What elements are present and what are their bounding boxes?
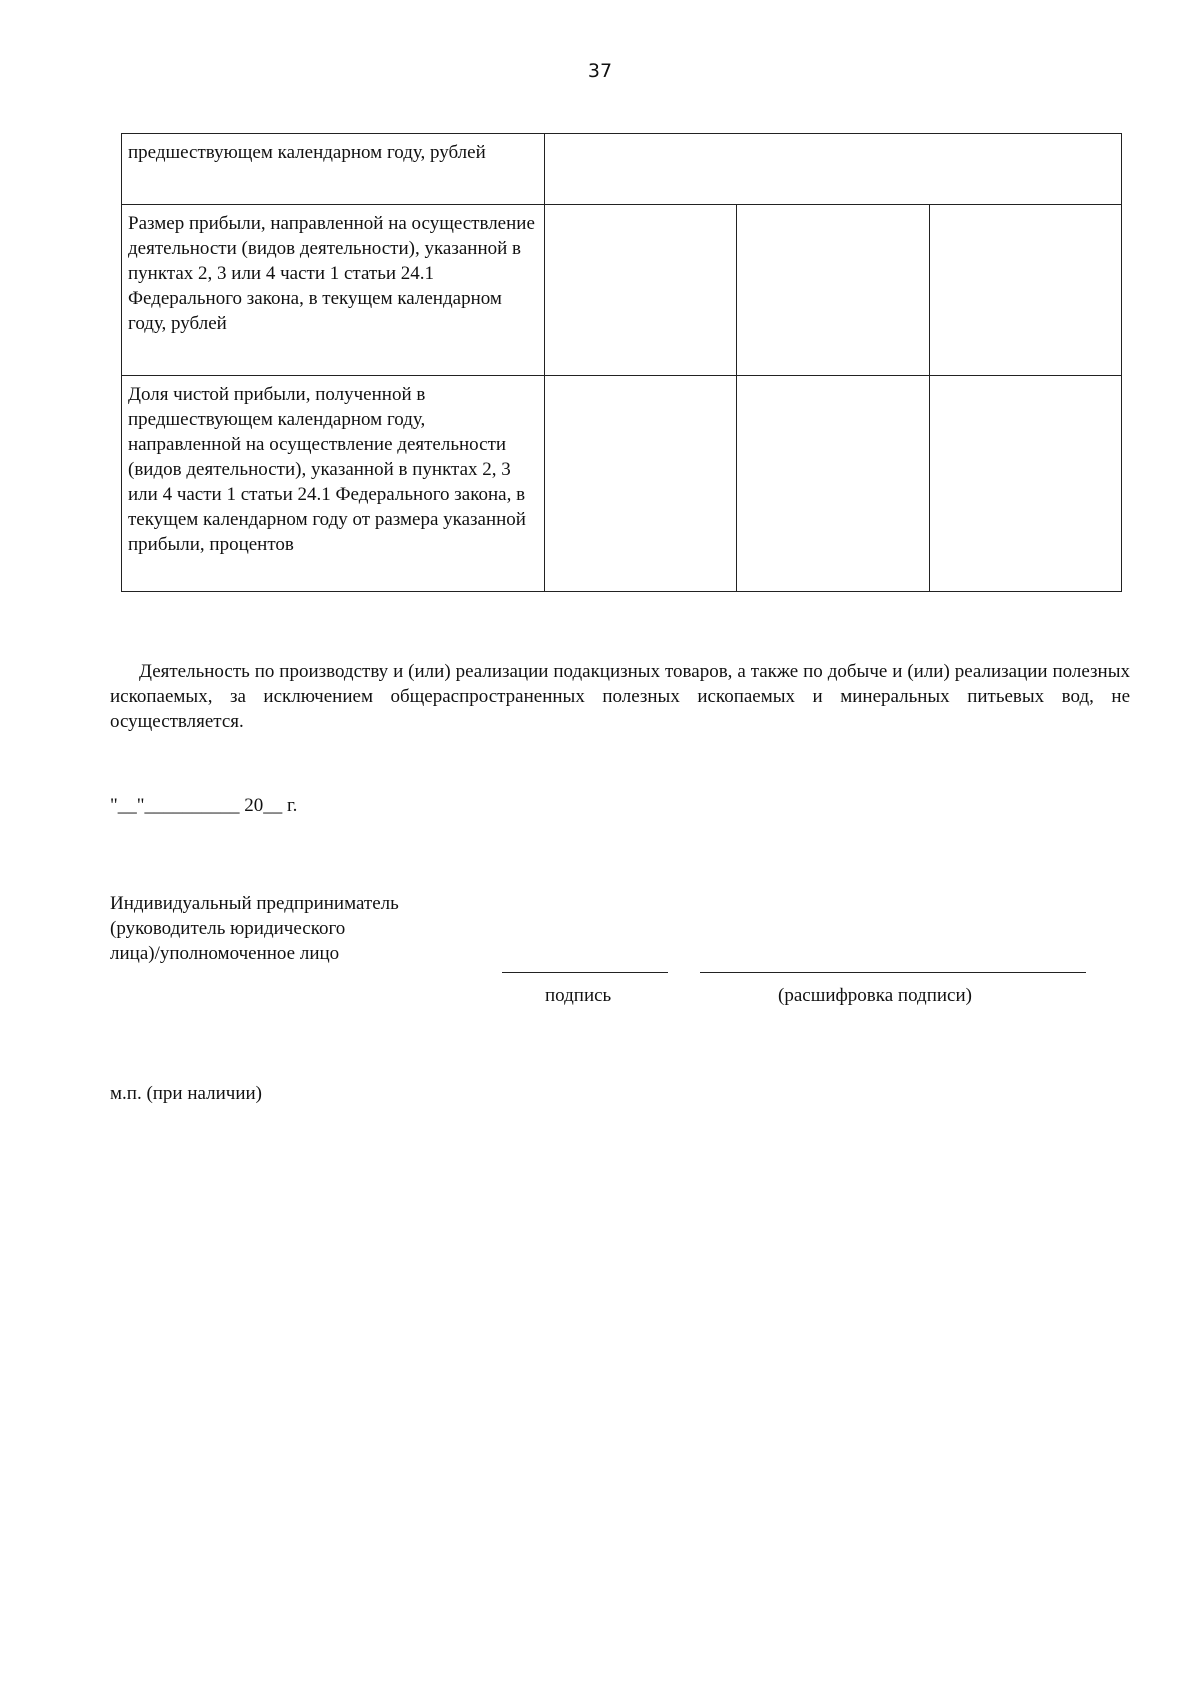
signature-decoding-line xyxy=(700,972,1086,973)
value-cell xyxy=(545,376,737,592)
signatory-line: (руководитель юридического xyxy=(110,918,346,939)
value-cell xyxy=(929,376,1121,592)
row-label: предшествующем календарном году, рублей xyxy=(122,134,545,205)
seal-note: м.п. (при наличии) xyxy=(110,1083,262,1104)
value-cell xyxy=(737,376,929,592)
value-cell xyxy=(929,205,1121,376)
table-row xyxy=(122,205,1122,376)
table-row xyxy=(122,134,1122,205)
row-label: Доля чистой прибыли, полученной в предшествующем календарном году, направленной на осуществление деятельности (видов деятельности), указанной в пунктах 2, 3 или 4 части 1 статьи 24.1 Федерального закона, в текущем календарном году от размера указанной прибыли, процентов xyxy=(122,376,545,592)
date-line: "__"__________ 20__ г. xyxy=(110,795,298,816)
signatory-line: лица)/уполномоченное лицо xyxy=(110,943,340,964)
value-cell xyxy=(545,205,737,376)
page-number: 37 xyxy=(587,60,613,82)
signatory-block xyxy=(110,891,399,966)
signature-line xyxy=(502,972,668,973)
table-row xyxy=(122,376,1122,592)
signature-decoding-caption: (расшифровка подписи) xyxy=(778,985,972,1006)
indicators-table xyxy=(121,133,1122,592)
value-cell xyxy=(545,134,1122,205)
row-label: Размер прибыли, направленной на осуществление деятельности (видов деятельности), указанной в пунктах 2, 3 или 4 части 1 статьи 24.1 Федерального закона, в текущем календарном году, рублей xyxy=(122,205,545,376)
signatory-line: Индивидуальный предприниматель xyxy=(110,893,399,914)
activity-statement: Деятельность по производству и (или) реализации подакцизных товаров, а также по добыче и (или) реализации полезных ископаемых, за исключением общераспространенных полезных ископаемых и минеральных питьевых вод, не осуществляется. xyxy=(110,661,1130,732)
signature-caption: подпись xyxy=(545,985,612,1006)
value-cell xyxy=(737,205,929,376)
